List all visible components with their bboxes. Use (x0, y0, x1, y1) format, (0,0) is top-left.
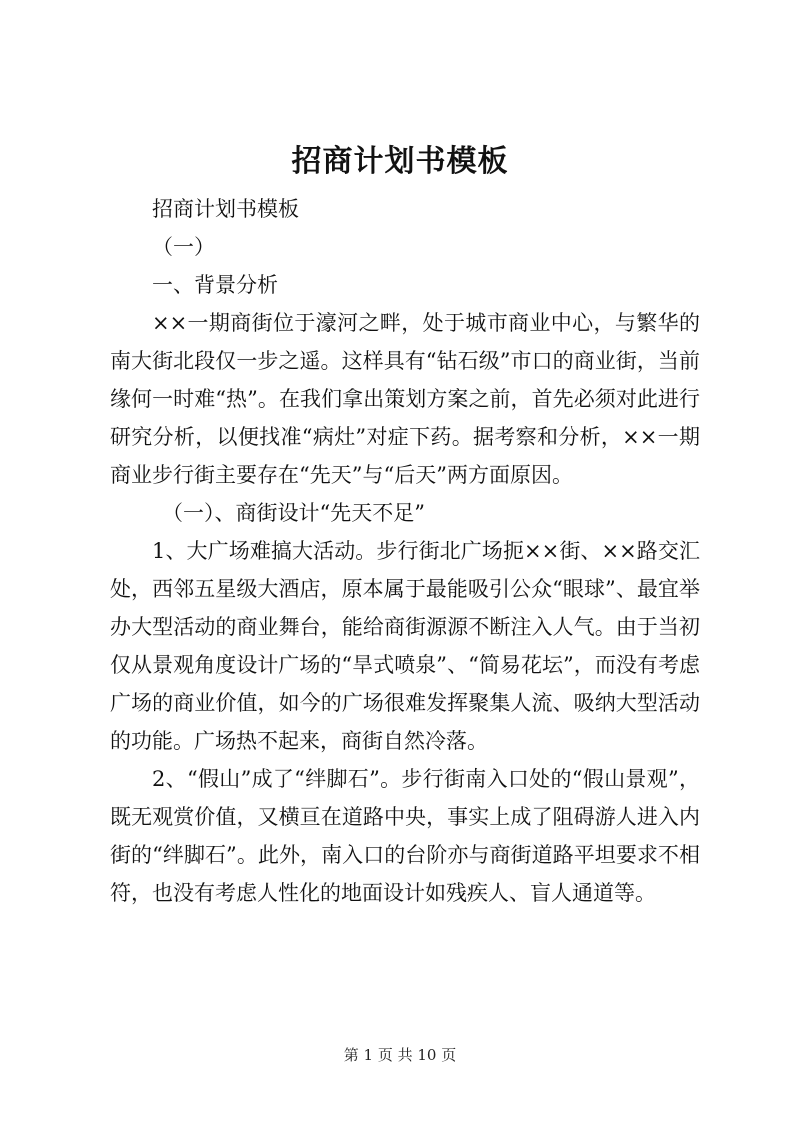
page-footer: 第 1 页 共 10 页 (343, 1046, 457, 1064)
section-marker: （一） (152, 235, 215, 259)
paragraph-plaza: 1、大广场难搞大活动。步行街北广场扼××街、××路交汇处，西邻五星级大酒店，原本属于最能吸引公众“眼球”、最宜举办大型活动的商业舞台，能给商街源源不断注入人气。由于当初仅从景观角度设计广场的“旱式喷泉”、“简易花坛”，而没有考虑广场的商业价值，如今的广场很难发挥聚集人流、吸纳大型活动的功能。广场热不起来，商街自然冷落。 (110, 539, 700, 753)
paragraph-intro: ××一期商街位于濠河之畔，处于城市商业中心，与繁华的南大街北段仅一步之遥。这样具有“钻石级”市口的商业街，当前缘何一时难“热”。在我们拿出策划方案之前，首先必须对此进行研究分析，以便找准“病灶”对症下药。据考察和分析，××一期商业步行街主要存在“先天”与“后天”两方面原因。 (110, 311, 700, 487)
paragraph-rockery: 2、“假山”成了“绊脚石”。步行街南入口处的“假山景观”，既无观赏价值，又横亘在道路中央，事实上成了阻碍游人进入内街的“绊脚石”。此外，南入口的台阶亦与商街道路平坦要求不相符，也没有考虑人性化的地面设计如残疾人、盲人通道等。 (110, 767, 700, 905)
subheading-design-flaws: （一）、商街设计“先天不足” (162, 501, 425, 525)
heading-background-analysis: 一、背景分析 (152, 273, 278, 297)
document-title: 招商计划书模板 (291, 144, 509, 179)
document-body (110, 190, 700, 912)
document-subtitle: 招商计划书模板 (152, 197, 299, 221)
